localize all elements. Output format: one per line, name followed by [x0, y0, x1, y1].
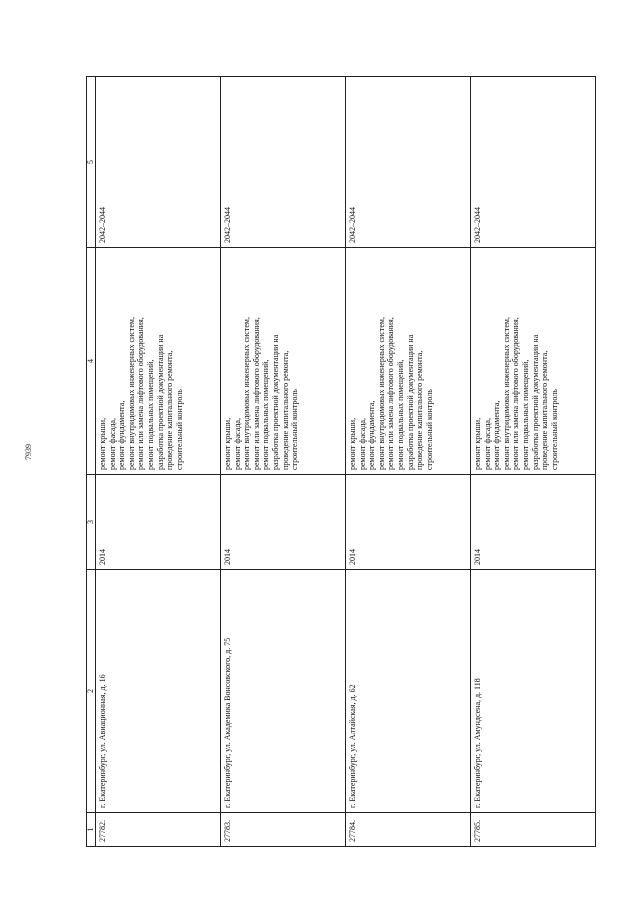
work-item: ремонт фасада,: [357, 418, 367, 470]
year-cell: 2014: [221, 475, 346, 570]
work-item: строительный контроль: [174, 389, 184, 470]
row-number: 27783.: [221, 813, 346, 847]
repair-period: 2042–2044: [471, 77, 596, 248]
table-row: [471, 77, 596, 847]
works-list-cell: [471, 248, 596, 475]
header-cell-5: 5: [87, 77, 96, 248]
work-item: ремонт фасада,: [232, 418, 242, 470]
row-number: 27782.: [96, 813, 221, 847]
work-item: ремонт крыши,: [473, 417, 482, 470]
header-cell-3: 3: [87, 475, 96, 570]
work-item: строительный контроль: [290, 389, 300, 470]
table-body: [96, 77, 596, 847]
repair-period: 2042–2044: [221, 77, 346, 248]
work-item: разработка проектной документации на: [270, 334, 280, 470]
repair-period: 2042–2044: [346, 77, 471, 248]
works-list-cell: [221, 248, 346, 475]
work-item: ремонт подвальных помещений,: [261, 359, 271, 470]
work-item: проведение капитального ремонта,: [280, 350, 290, 470]
works-list: [473, 252, 559, 470]
work-item: ремонт подвальных помещений,: [520, 359, 530, 470]
work-item: проведение капитального ремонта,: [165, 350, 175, 470]
work-item: ремонт внутридомовых инженерных систем,: [242, 317, 252, 470]
work-item: ремонт фундамента,: [492, 400, 502, 470]
work-item: ремонт внутридомовых инженерных систем,: [126, 317, 136, 470]
header-row: [87, 77, 96, 847]
table-row: [346, 77, 471, 847]
work-item: ремонт или замена лифтового оборудования,: [511, 317, 521, 470]
year-cell: 2014: [96, 475, 221, 570]
work-item: ремонт внутридомовых инженерных систем,: [501, 317, 511, 470]
work-item: ремонт подвальных помещений,: [145, 359, 155, 470]
landscape-table-frame: [86, 77, 590, 847]
work-item: ремонт фундамента,: [117, 400, 127, 470]
work-item: ремонт подвальных помещений,: [395, 359, 405, 470]
works-list: [98, 252, 184, 470]
work-item: ремонт внутридомовых инженерных систем,: [376, 317, 386, 470]
work-item: проведение капитального ремонта,: [415, 350, 425, 470]
work-item: ремонт фундамента,: [367, 400, 377, 470]
header-cell-4: 4: [87, 248, 96, 475]
work-item: ремонт фасада,: [482, 418, 492, 470]
table-row: [96, 77, 221, 847]
row-number: 27785.: [471, 813, 596, 847]
works-list-cell: [346, 248, 471, 475]
work-item: разработка проектной документации на: [405, 334, 415, 470]
row-number: 27784.: [346, 813, 471, 847]
work-item: ремонт крыши,: [98, 417, 107, 470]
year-cell: 2014: [346, 475, 471, 570]
work-item: проведение капитального ремонта,: [540, 350, 550, 470]
work-item: строительный контроль: [549, 389, 559, 470]
header-cell-1: 1: [87, 813, 96, 847]
rotated-table-container: [86, 77, 590, 847]
page-number: 7939: [24, 444, 33, 460]
work-item: ремонт или замена лифтового оборудования,: [136, 317, 146, 470]
work-item: ремонт фасада,: [107, 418, 117, 470]
works-list: [348, 252, 434, 470]
work-item: строительный контроль: [424, 389, 434, 470]
building-address: г. Екатеринбург, ул. Алтайская, д. 62: [346, 570, 471, 813]
work-item: разработка проектной документации на: [530, 334, 540, 470]
work-item: ремонт крыши,: [348, 417, 357, 470]
building-address: г. Екатеринбург, ул. Академика Вонсовского, д. 75: [221, 570, 346, 813]
work-item: ремонт или замена лифтового оборудования,: [386, 317, 396, 470]
table-row: [221, 77, 346, 847]
works-list: [223, 252, 300, 470]
works-list-cell: [96, 248, 221, 475]
work-item: ремонт крыши,: [223, 417, 232, 470]
work-item: ремонт или замена лифтового оборудования,: [251, 317, 261, 470]
building-address: г. Екатеринбург, ул. Авиационная, д. 16: [96, 570, 221, 813]
year-cell: 2014: [471, 475, 596, 570]
work-item: разработка проектной документации на: [155, 334, 165, 470]
repair-schedule-table: [86, 76, 596, 847]
header-cell-2: 2: [87, 570, 96, 813]
repair-period: 2042–2044: [96, 77, 221, 248]
building-address: г. Екатеринбург, ул. Амундсена, д. 118: [471, 570, 596, 813]
